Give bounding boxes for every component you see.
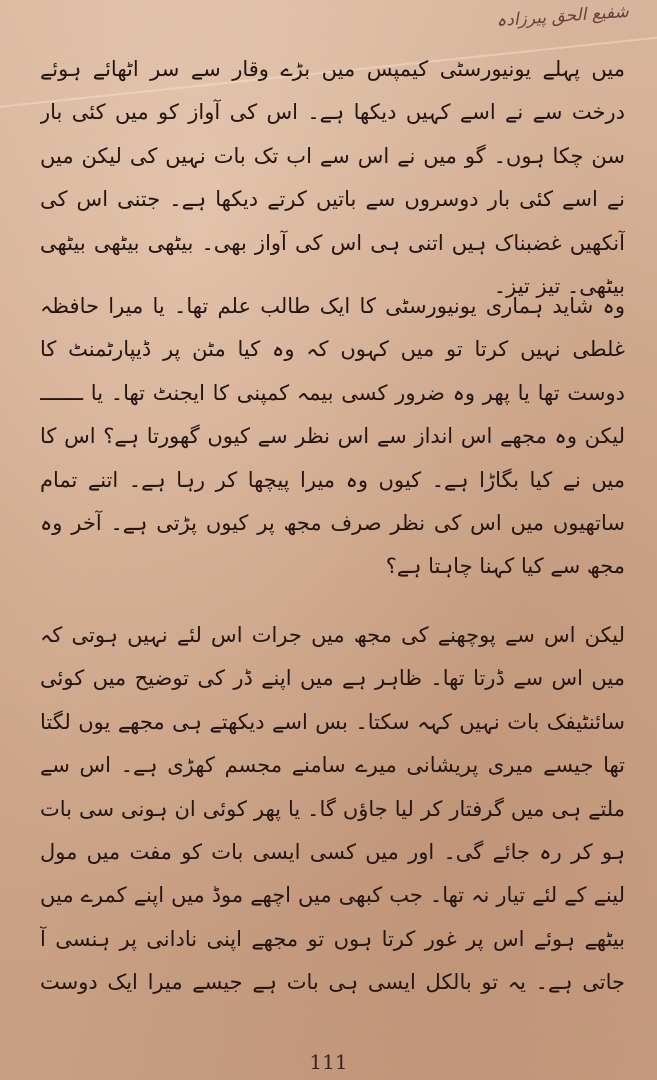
paragraph-1: میں پہلے یونیورسٹی کیمپس میں بڑے وقار سے سر اٹھائے ہوئے درخت سے نے اسے کہیں دیکھا ہے۔ اس کی آواز کو میں کئی بار سن چکا ہوں۔ گو میں نے اس سے اب تک بات نہیں کی لیکن میں نے اسے کئی بار دوسروں سے باتیں کرتے دیکھا ہے۔ جتنی اس کی آنکھیں غضبناک ہیں اتنی ہی اس کی آواز بھی۔ بیٹھی بیٹھی بیٹھی بیٹھی۔ تیز تیز۔ [40,57,625,299]
handwritten-header-note: شفیع الحق پیرزادہ [495,1,630,32]
body-text [40,48,625,1008]
page-number: 111 [309,1050,348,1074]
paragraph-2: وہ شاید ہماری یونیورسٹی کا ایک طالب علم تھا۔ یا میرا حافظہ غلطی نہیں کرتا تو میں کہوں کہ وہ کیا مٹن پر ڈیپارٹمنٹ کا دوست تھا یا پھر وہ ضرور کسی بیمہ کمپنی کا ایجنٹ تھا۔ یا ـــــــ لیکن وہ مجھے اس انداز سے اس نظر سے کیوں گھورتا ہے؟ اس کا میں نے کیا بگاڑا ہے۔ کیوں وہ میرا پیچھا کر رہا ہے۔ اتنے تمام ساتھیوں میں اس کی نظر صرف مجھ پر کیوں پڑتی ہے۔ آخر وہ مجھ سے کیا کہنا چاہتا ہے؟ [40,294,625,579]
paragraph-3: لیکن اس سے پوچھنے کی مجھ میں جرات اس لئے نہیں ہوتی کہ میں اس سے ڈرتا تھا۔ ظاہر ہے میں اپنے ڈر کی توضیح میں کوئی سائنٹیفک بات نہیں کہہ سکتا۔ بس اسے دیکھتے ہی مجھے یوں لگتا تھا جیسے میری پریشانی میرے سامنے مجسم کھڑی ہے۔ اس سے ملتے ہی میں گرفتار کر لیا جاؤں گا۔ یا پھر کوئی ان ہونی سی بات ہو کر رہ جائے گی۔ اور میں کسی ایسی بات کو مفت میں مول لینے کے لئے تیار نہ تھا۔ جب کبھی میں اچھے موڈ میں اپنے کمرے میں بیٹھے ہوئے اس پر غور کرتا ہوں تو مجھے اپنی نادانی پر ہنسی آ جاتی ہے۔ یہ تو بالکل ایسی ہی بات ہے جیسے میرا ایک دوست [40,623,625,995]
